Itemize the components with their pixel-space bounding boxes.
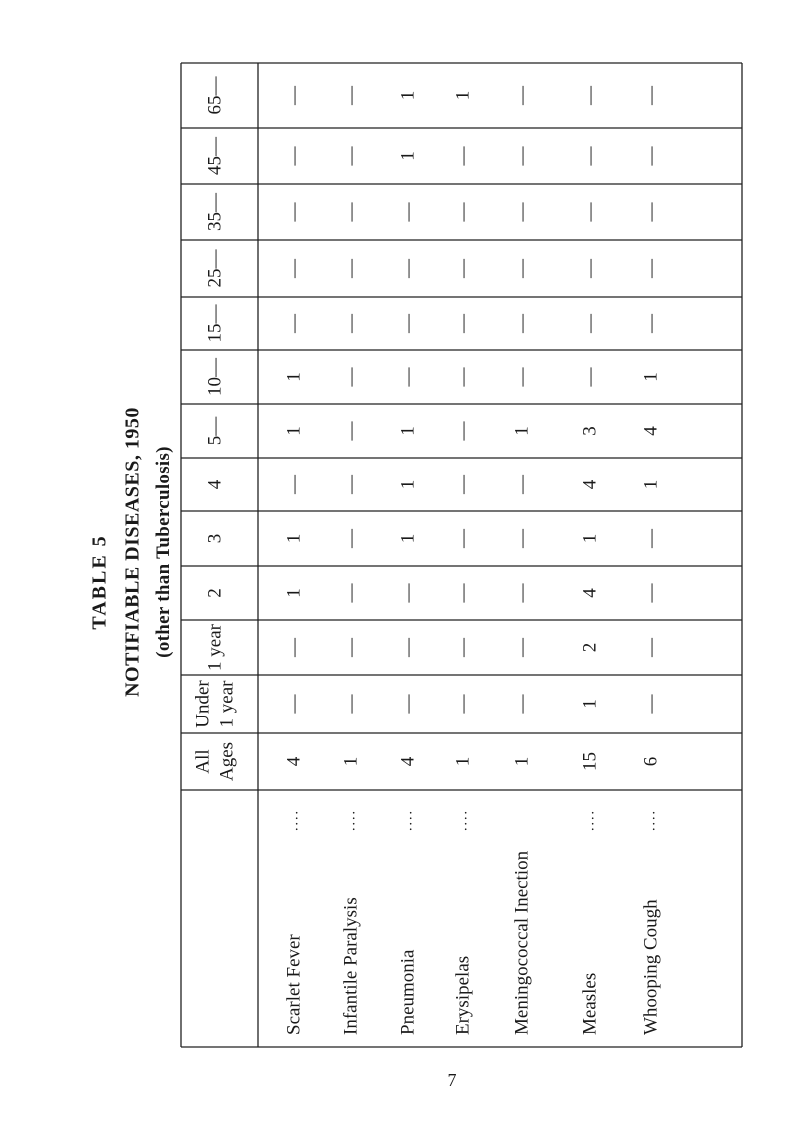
table-cell: — — [640, 314, 662, 333]
table-cell: 4 — [283, 756, 305, 767]
table-cell: 1 — [452, 90, 474, 101]
table-cell: — — [283, 86, 305, 105]
disease-label: Meningococcal Inection — [511, 850, 533, 1035]
table-cell: — — [397, 314, 419, 333]
disease-label: Measles — [579, 972, 601, 1035]
table-cell: 1 — [283, 426, 305, 436]
column-header: 1 year — [204, 624, 226, 671]
column-header: 2 — [204, 588, 226, 598]
leader-dots: .... — [400, 809, 416, 831]
leader-dots: .... — [286, 809, 302, 831]
table-cell: — — [511, 475, 533, 494]
table-subtitle: (other than Tuberculosis) — [153, 446, 174, 658]
table-cell: — — [340, 421, 362, 441]
table-cell: 1 — [397, 479, 419, 490]
table-cell: — — [397, 259, 419, 278]
table-cell: — — [452, 475, 474, 494]
page-number: 7 — [447, 1070, 457, 1090]
table-cell: 1 — [511, 426, 533, 436]
table-cell: 4 — [579, 588, 601, 598]
table-cell: — — [397, 638, 419, 657]
table-cell: 4 — [579, 479, 601, 490]
table-cell: — — [579, 86, 601, 105]
table-cell: 3 — [579, 426, 601, 436]
table-cell: — — [397, 694, 419, 714]
table-cell: 1 — [640, 479, 662, 490]
table-cell: — — [340, 694, 362, 714]
table-cell: 4 — [397, 756, 419, 767]
table-cell: — — [452, 694, 474, 714]
table-cell: — — [579, 202, 601, 222]
table-cell: — — [511, 367, 533, 387]
disease-label: Erysipelas — [452, 955, 474, 1035]
table-cell: — — [452, 638, 474, 657]
table-cell: 1 — [340, 756, 362, 767]
table-cell: 1 — [283, 533, 305, 544]
table-cell: — — [452, 583, 474, 603]
table-cell: — — [283, 259, 305, 278]
column-header: 35— — [204, 193, 226, 231]
table-cell: 6 — [640, 756, 662, 767]
disease-label: Infantile Paralysis — [340, 897, 362, 1035]
table-cell: — — [283, 314, 305, 333]
column-header: 45— — [204, 137, 226, 175]
table-cell: 1 — [283, 372, 305, 382]
table-cell: — — [640, 694, 662, 714]
table-cell: — — [511, 638, 533, 657]
table-cell: — — [340, 259, 362, 278]
table-cell: 1 — [397, 90, 419, 101]
table-cell: — — [511, 202, 533, 222]
table-cell: — — [640, 86, 662, 105]
column-header: 3 — [204, 533, 226, 544]
column-header: 10— — [204, 358, 226, 396]
table-cell: — — [340, 314, 362, 333]
table-cell: — — [452, 367, 474, 387]
table-cell: 1 — [283, 588, 305, 598]
table-cell: — — [340, 583, 362, 603]
table-cell: — — [452, 146, 474, 166]
disease-label: Whooping Cough — [640, 899, 662, 1035]
table-cell: 2 — [579, 642, 601, 653]
table-cell: — — [340, 638, 362, 657]
leader-dots: .... — [343, 809, 359, 831]
table-cell: — — [511, 583, 533, 603]
table-cell: — — [511, 314, 533, 333]
table-cell: — — [640, 259, 662, 278]
column-header: 4 — [204, 479, 226, 490]
table-cell: — — [452, 202, 474, 222]
table-cell: — — [340, 202, 362, 222]
leader-dots: .... — [643, 809, 659, 831]
table-cell: — — [397, 583, 419, 603]
table-cell: — — [640, 638, 662, 657]
table-cell: — — [340, 86, 362, 105]
leader-dots: .... — [455, 809, 471, 831]
disease-label: Scarlet Fever — [283, 934, 305, 1035]
table-cell: — — [511, 259, 533, 278]
table-cell: — — [511, 146, 533, 166]
table-cell: — — [640, 583, 662, 603]
table-cell: 1 — [397, 426, 419, 436]
table-cell: — — [283, 202, 305, 222]
table-cell: 1 — [452, 756, 474, 767]
column-header: 65— — [204, 76, 226, 115]
table-title: NOTIFIABLE DISEASES, 1950 — [121, 407, 144, 697]
table-cell: 1 — [579, 533, 601, 544]
table-cell: — — [452, 421, 474, 441]
table-cell: — — [397, 202, 419, 222]
table-cell: — — [397, 367, 419, 387]
table-cell: — — [640, 202, 662, 222]
column-header: All — [192, 749, 214, 774]
table-cell: 1 — [511, 756, 533, 767]
table-cell: 1 — [640, 372, 662, 382]
column-header: 5— — [204, 416, 226, 446]
table-cell: — — [452, 314, 474, 333]
table-cell: — — [283, 146, 305, 166]
column-header: 15— — [204, 304, 226, 343]
table-cell: — — [283, 638, 305, 657]
table-cell: — — [640, 529, 662, 548]
table-cell: — — [340, 475, 362, 494]
disease-label: Pneumonia — [397, 949, 419, 1035]
table-cell: — — [452, 259, 474, 278]
table-cell: — — [340, 367, 362, 387]
table-cell: — — [340, 146, 362, 166]
leader-dots: .... — [582, 809, 598, 831]
table-cell: — — [511, 529, 533, 548]
table-cell: — — [511, 694, 533, 714]
column-header: 25— — [204, 249, 226, 288]
table-cell: — — [340, 529, 362, 548]
table-cell: — — [579, 314, 601, 333]
table-cell: 15 — [579, 752, 601, 771]
table-cell: 4 — [640, 426, 662, 436]
table-cell: 1 — [397, 151, 419, 161]
table-cell: 1 — [579, 699, 601, 709]
column-header: Under — [192, 680, 214, 728]
table-label: TABLE 5 — [88, 534, 111, 630]
table-cell: 1 — [397, 533, 419, 544]
column-header: Ages — [216, 741, 238, 782]
table-cell: — — [579, 367, 601, 387]
table-cell: — — [640, 146, 662, 166]
table-cell: — — [283, 475, 305, 494]
table-cell: — — [452, 529, 474, 548]
table-cell: — — [283, 694, 305, 714]
table-cell: — — [579, 146, 601, 166]
column-header: 1 year — [216, 680, 238, 728]
table-cell: — — [579, 259, 601, 278]
table-cell: — — [511, 86, 533, 105]
